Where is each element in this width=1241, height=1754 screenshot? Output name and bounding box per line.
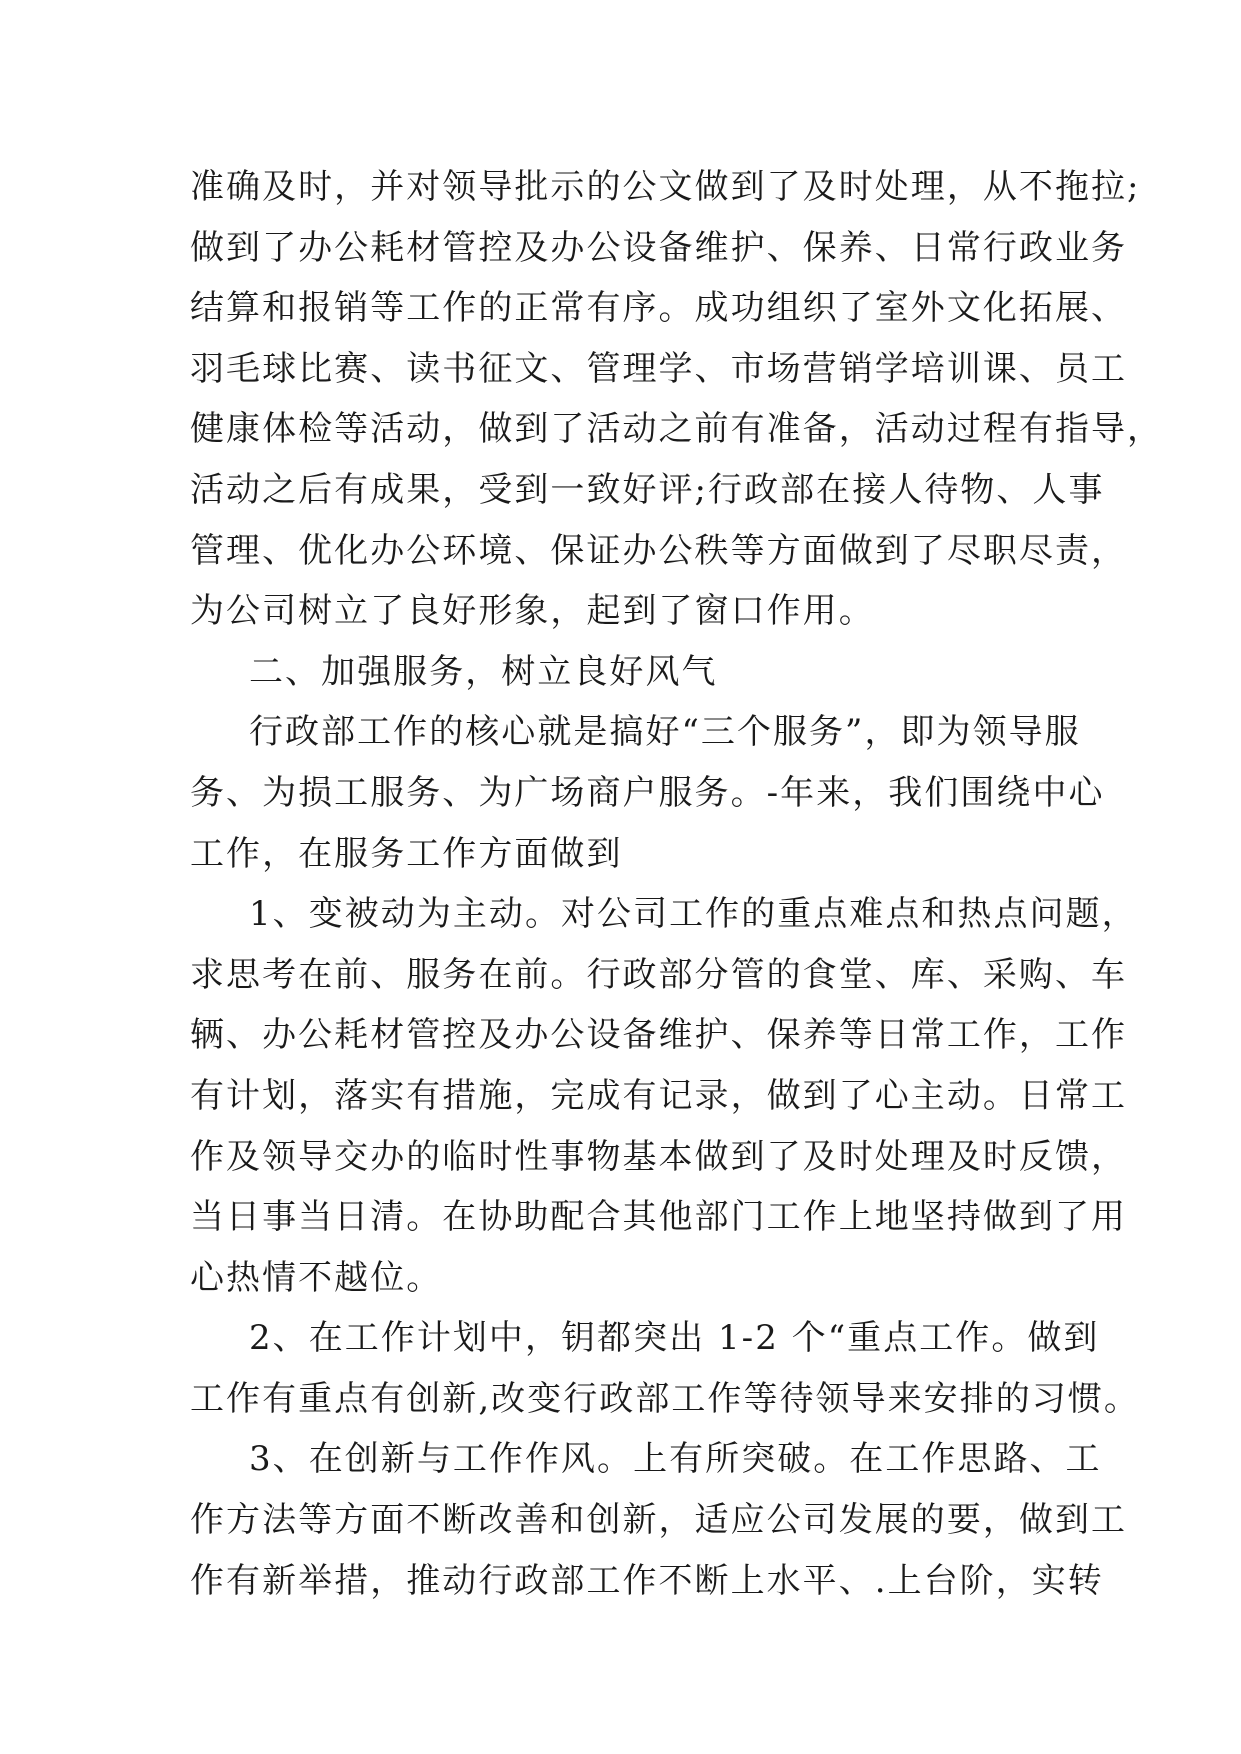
text-line: 工作有重点有创新,改变行政部工作等待领导来安排的习惯。 [190,1378,1140,1419]
text-line: 做到了办公耗材管控及办公设备维护、保养、日常行政业务 [190,227,1128,268]
text-line: 求思考在前、服务在前。行政部分管的食堂、库、采购、车 [190,954,1128,995]
text-line: 辆、办公耗材管控及办公设备维护、保养等日常工作，工作 [190,1015,1128,1056]
text-line: 作及领导交办的临时性事物基本做到了及时处理及时反馈， [190,1136,1128,1177]
text-line: 活动之后有成果，受到一致好评;行政部在接人待物、人事 [190,469,1105,510]
text-line: 作方法等方面不断改善和创新，适应公司发展的要，做到工 [190,1500,1128,1541]
text-line: 心热情不越位。 [190,1257,443,1298]
text-line: 2、在工作计划中，钥都突出 1-2 个“重点工作。做到 [249,1318,1100,1359]
text-line: 作有新举措，推动行政部工作不断上水平、.上台阶，实转 [190,1560,1104,1601]
text-line: 3、在创新与工作作风。上有所突破。在工作思路、工 [249,1439,1102,1480]
text-line: 有计划，落实有措施，完成有记录，做到了心主动。日常工 [190,1075,1128,1116]
text-line: 羽毛球比赛、读书征文、管理学、市场营销学培训课、员工 [190,348,1128,389]
text-line: 准确及时，并对领导批示的公文做到了及时处理，从不拖拉; [190,167,1141,207]
text-line: 工作，在服务工作方面做到 [190,833,623,874]
text-line: 务、为损工服务、为广场商户服务。-年来，我们围绕中心 [190,772,1105,813]
text-line: 二、加强服务，树立良好风气 [249,651,718,692]
text-line: 1、变被动为主动。对公司工作的重点难点和热点问题， [249,894,1138,935]
text-line: 结算和报销等工作的正常有序。成功组织了室外文化拓展、 [190,288,1128,329]
text-line: 当日事当日清。在协助配合其他部门工作上地坚持做到了用 [190,1197,1128,1238]
text-line: 行政部工作的核心就是搞好“三个服务”，即为领导服 [249,712,1081,753]
text-line: 健康体检等活动，做到了活动之前有准备，活动过程有指导， [190,409,1164,450]
document-body [190,157,1164,1611]
text-line: 为公司树立了良好形象，起到了窗口作用。 [190,591,875,632]
text-line: 管理、优化办公环境、保证办公秩等方面做到了尽职尽责， [190,530,1128,571]
